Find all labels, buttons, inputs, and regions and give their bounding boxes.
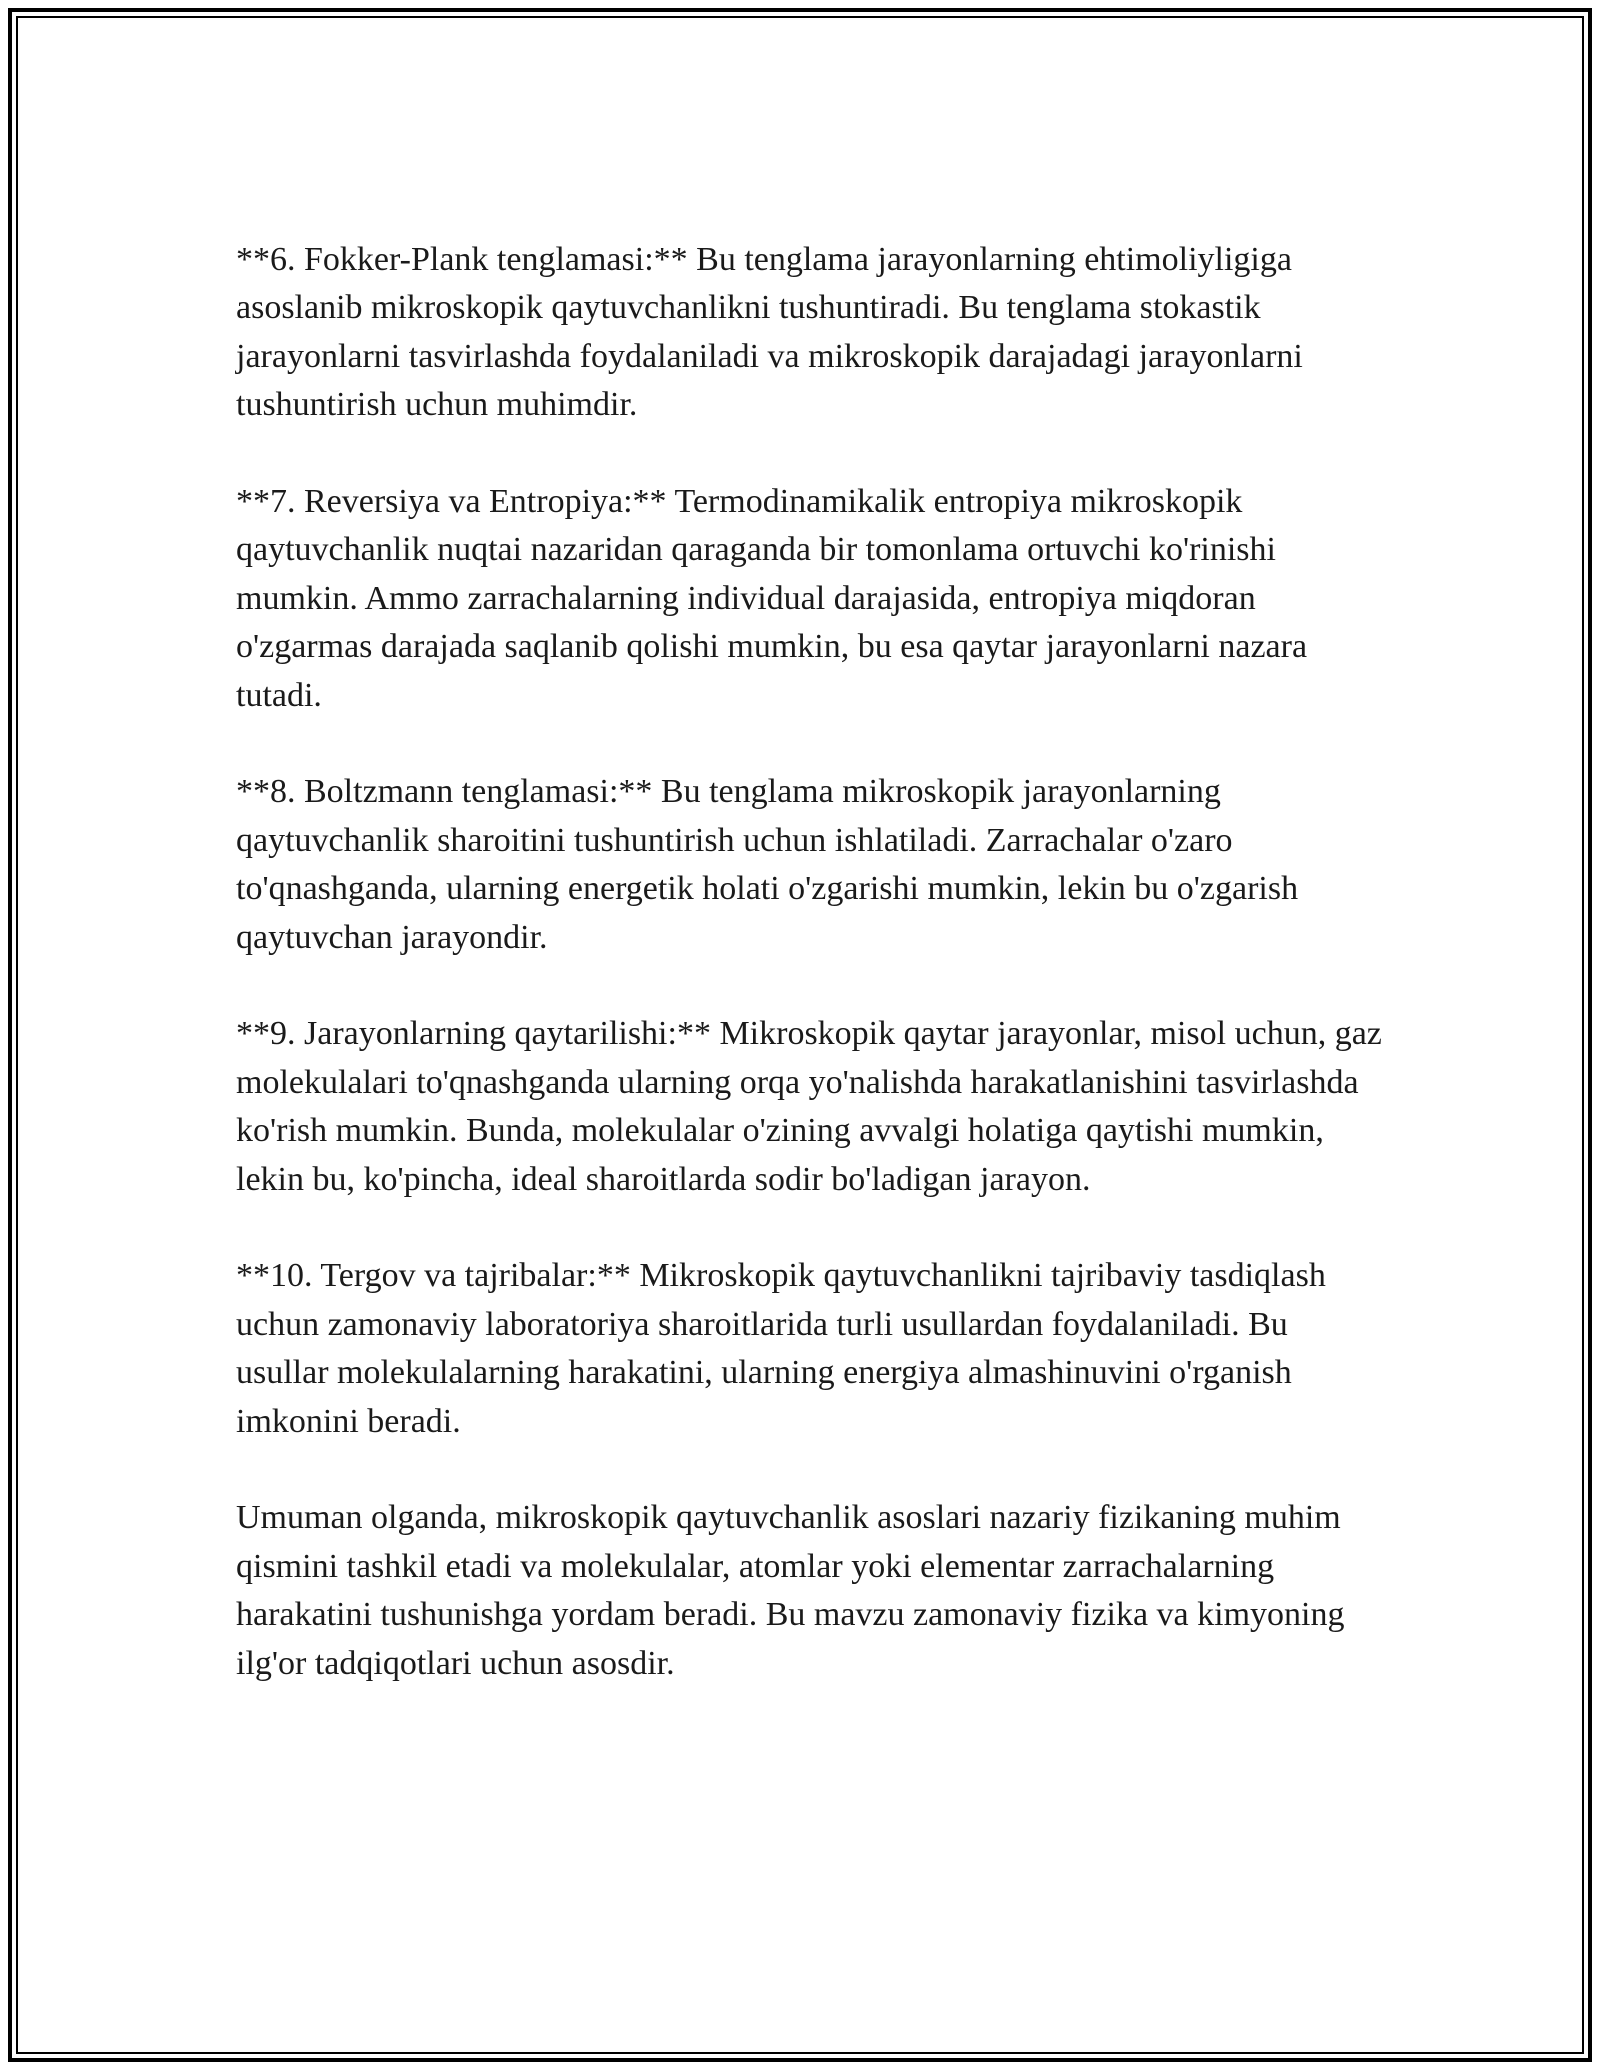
paragraph-reversiya-entropiya: **7. Reversiya va Entropiya:** Termodinamikalik entropiya mikroskopik qaytuvchanlik nuqtai nazaridan qaraganda bir tomonlama ortuvchi ko'rinishi mumkin. Ammo zarrachalarning individual darajasida, entropiya miqdoran o'zgarmas darajada saqlanib qolishi mumkin, bu esa qaytar jarayonlarni nazara tutadi. — [236, 483, 1308, 714]
paragraph-conclusion: Umuman olganda, mikroskopik qaytuvchanlik asoslari nazariy fizikaning muhim qismini tashkil etadi va molekulalar, atomlar yoki elementar zarrachalarning harakatini tushunishga yordam beradi. Bu mavzu zamonaviy fizika va kimyoning ilg'or tadqiqotlari uchun asosdir. — [236, 1499, 1345, 1682]
paragraph-tergov-tajribalar: **10. Tergov va tajribalar:** Mikroskopik qaytuvchanlikni tajribaviy tasdiqlash uchun zamonaviy laboratoriya sharoitlarida turli usullardan foydalaniladi. Bu usullar molekulalarning harakatini, ularning energiya almashinuvini o'rganish imkonini beradi. — [236, 1257, 1326, 1440]
paragraph-boltzmann: **8. Boltzmann tenglamasi:** Bu tenglama mikroskopik jarayonlarning qaytuvchanlik sharoitini tushuntirish uchun ishlatiladi. Zarrachalar o'zaro to'qnashganda, ularning energetik holati o'zgarishi mumkin, lekin bu o'zgarish qaytuvchan jarayondir. — [236, 773, 1299, 956]
paragraph-fokker-plank: **6. Fokker-Plank tenglamasi:** Bu tenglama jarayonlarning ehtimoliyligiga asoslanib mikroskopik qaytuvchanlikni tushuntiradi. Bu tenglama stokastik jarayonlarni tasvirlashda foydalaniladi va mikroskopik darajadagi jarayonlarni tushuntirish uchun muhimdir. — [236, 241, 1303, 424]
document-body — [236, 236, 1386, 1688]
paragraph-jarayonlarning-qaytarilishi: **9. Jarayonlarning qaytarilishi:** Mikroskopik qaytar jarayonlar, misol uchun, gaz molekulalari to'qnashganda ularning orqa yo'nalishda harakatlanishini tasvirlashda ko'rish mumkin. Bunda, molekulalar o'zining avvalgi holatiga qaytishi mumkin, lekin bu, ko'pincha, ideal sharoitlarda sodir bo'ladigan jarayon. — [236, 1015, 1382, 1198]
